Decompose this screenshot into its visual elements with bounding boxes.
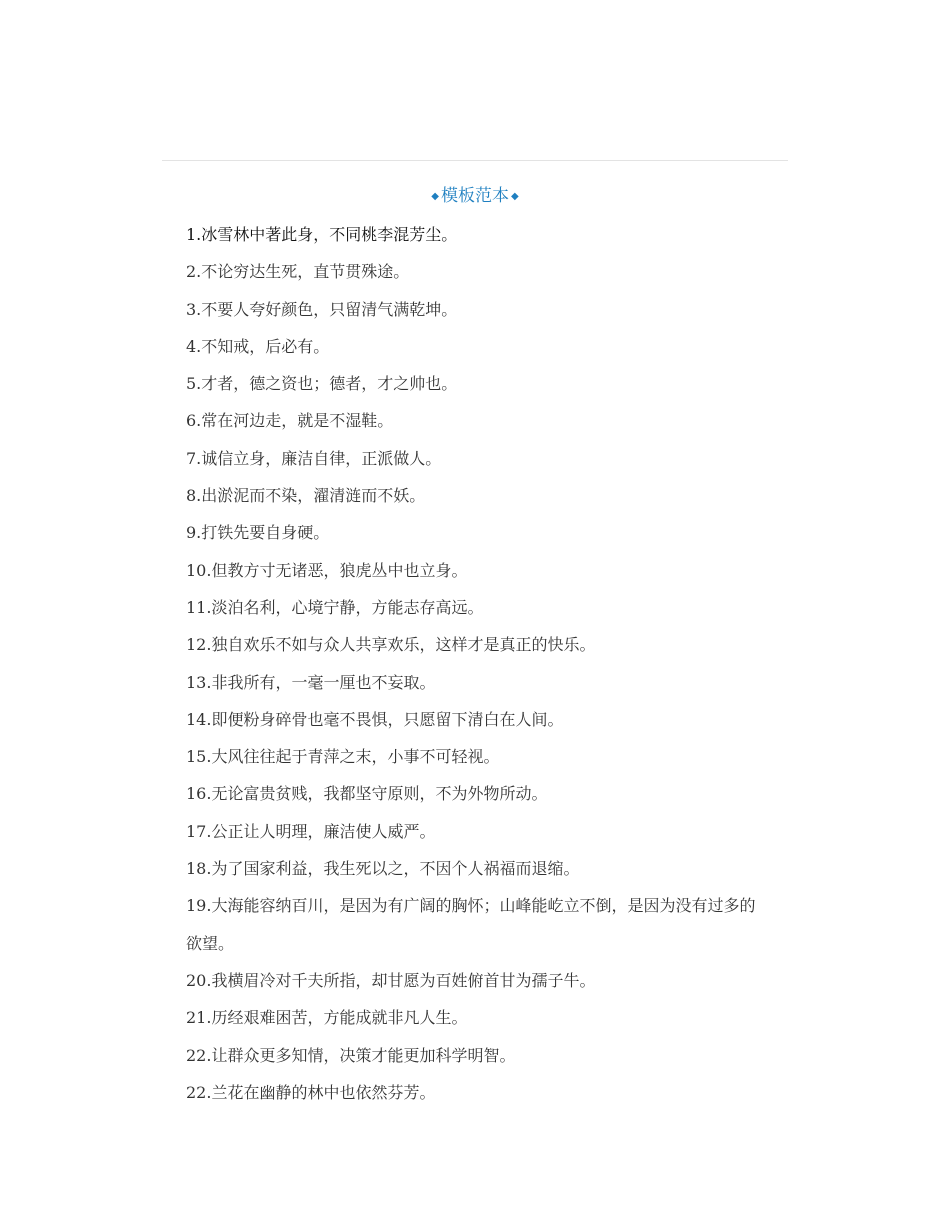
quote-list [186, 216, 766, 1111]
list-item: 7.诚信立身，廉洁自律，正派做人。 [186, 448, 442, 468]
list-item: 17.公正让人明理，廉洁使人威严。 [186, 821, 436, 841]
list-item: 14.即便粉身碎骨也毫不畏惧，只愿留下清白在人间。 [186, 709, 564, 729]
list-item: 20.我横眉冷对千夫所指，却甘愿为百姓俯首甘为孺子牛。 [186, 970, 596, 990]
diamond-right-icon: ◆ [511, 191, 519, 202]
list-item: 16.无论富贵贫贱，我都坚守原则，不为外物所动。 [186, 784, 548, 804]
list-item: 12.独自欢乐不如与众人共享欢乐，这样才是真正的快乐。 [186, 635, 596, 655]
list-item: 22.兰花在幽静的林中也依然芬芳。 [186, 1082, 436, 1102]
list-item: 21.历经艰难困苦，方能成就非凡人生。 [186, 1008, 468, 1028]
list-item: 9.打铁先要自身硬。 [186, 523, 330, 543]
list-item: 5.才者，德之资也；德者，才之帅也。 [186, 374, 458, 394]
list-item: 4.不知戒，后必有。 [186, 336, 330, 356]
list-item: 1.冰雪林中著此身，不同桃李混芳尘。 [186, 225, 458, 244]
list-item: 2.不论穷达生死，直节贯殊途。 [186, 262, 410, 282]
list-item: 3.不要人夸好颜色，只留清气满乾坤。 [186, 299, 458, 319]
title-text: 模板范本 [441, 186, 509, 206]
header-divider [162, 160, 788, 161]
list-item: 19.大海能容纳百川，是因为有广阔的胸怀；山峰能屹立不倒，是因为没有过多的欲望。 [186, 896, 756, 953]
diamond-left-icon: ◆ [431, 191, 439, 202]
list-item: 6.常在河边走，就是不湿鞋。 [186, 411, 394, 431]
list-item: 13.非我所有，一毫一厘也不妄取。 [186, 672, 436, 692]
list-item: 15.大风往往起于青萍之末，小事不可轻视。 [186, 747, 500, 767]
list-item: 11.淡泊名利，心境宁静，方能志存高远。 [186, 597, 484, 617]
document-title [162, 184, 788, 211]
list-item: 18.为了国家利益，我生死以之，不因个人祸福而退缩。 [186, 859, 580, 879]
list-item: 10.但教方寸无诸恶，狼虎丛中也立身。 [186, 560, 468, 580]
list-item: 8.出淤泥而不染，濯清涟而不妖。 [186, 486, 426, 506]
list-item: 22.让群众更多知情，决策才能更加科学明智。 [186, 1045, 516, 1065]
